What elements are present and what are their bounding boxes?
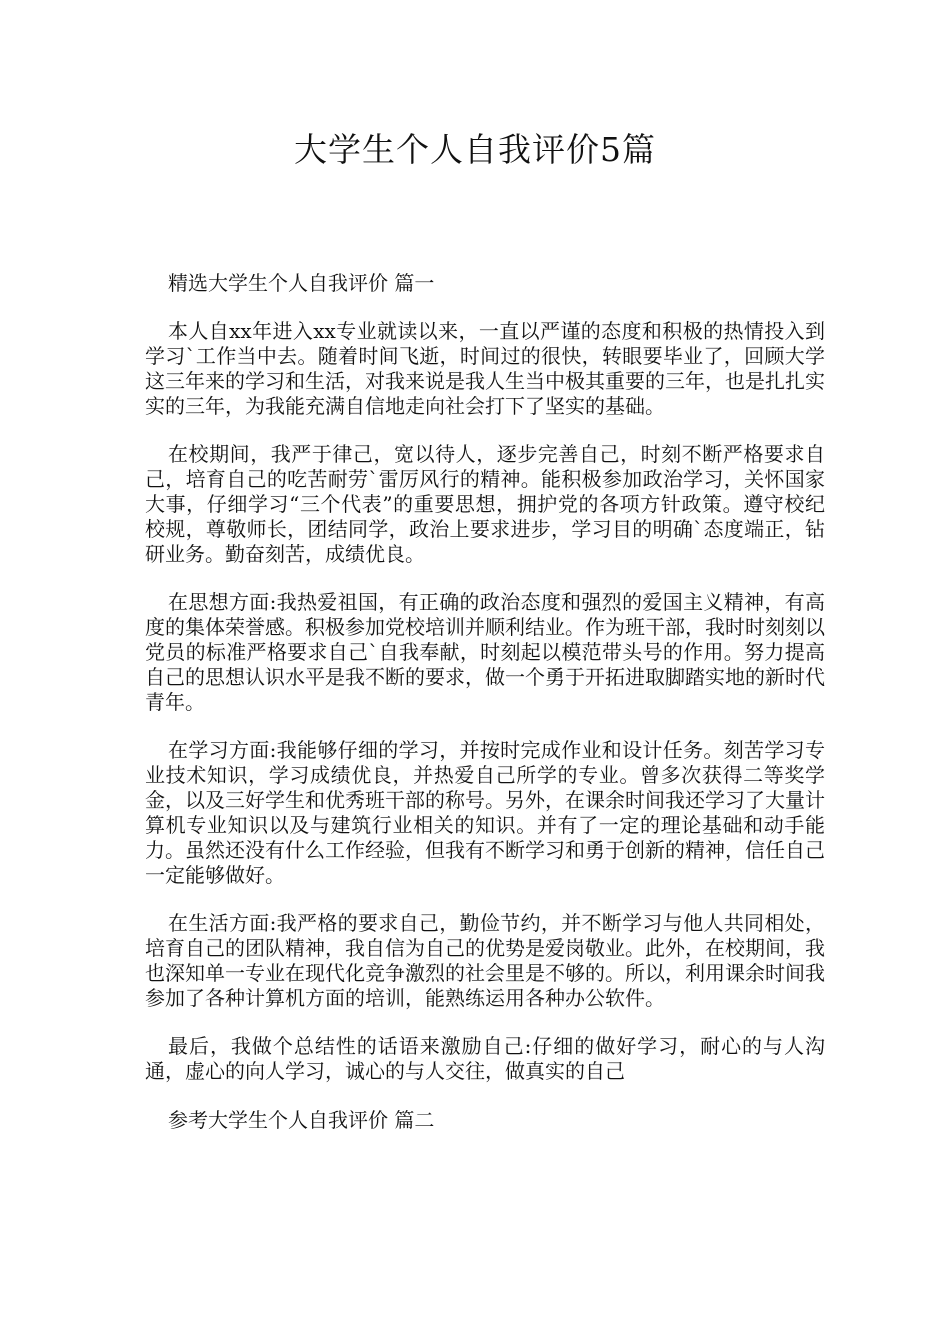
paragraph-6: 最后，我做个总结性的话语来激励自己:仔细的做好学习，耐心的与人沟通，虚心的向人学习，诚心的与人交往，做真实的自己 (145, 1034, 825, 1083)
paragraph-5: 在生活方面:我严格的要求自己，勤俭节约，并不断学习与他人共同相处，培育自己的团队精神，我自信为自己的优势是爱岗敬业。此外，在校期间，我也深知单一专业在现代化竞争激烈的社会里是不够的。所以，利用课余时间我参加了各种计算机方面的培训，能熟练运用各种办公软件。 (145, 911, 825, 1010)
section-heading-1: 精选大学生个人自我评价 篇一 (168, 271, 435, 295)
paragraph-1: 本人自xx年进入xx专业就读以来，一直以严谨的态度和积极的热情投入到学习`工作当中去。随着时间飞逝，时间过的很快，转眼要毕业了，回顾大学这三年来的学习和生活，对我来说是我人生当中极其重要的三年，也是扎扎实实的三年，为我能充满自信地走向社会打下了坚实的基础。 (145, 319, 825, 418)
document-title: 大学生个人自我评价5篇 (294, 130, 656, 169)
paragraph-4: 在学习方面:我能够仔细的学习，并按时完成作业和设计任务。刻苦学习专业技术知识，学习成绩优良，并热爱自己所学的专业。曾多次获得二等奖学金，以及三好学生和优秀班干部的称号。另外，在课余时间我还学习了大量计算机专业知识以及与建筑行业相关的知识。并有了一定的理论基础和动手能力。虽然还没有什么工作经验，但我有不断学习和勇于创新的精神，信任自己一定能够做好。 (145, 738, 825, 887)
document-body (145, 270, 825, 1156)
section-heading-2: 参考大学生个人自我评价 篇二 (168, 1108, 435, 1132)
paragraph-3: 在思想方面:我热爱祖国，有正确的政治态度和强烈的爱国主义精神，有高度的集体荣誉感。积极参加党校培训并顺利结业。作为班干部，我时时刻刻以党员的标准严格要求自己`自我奉献，时刻起以模范带头号的作用。努力提高自己的思想认识水平是我不断的要求，做一个勇于开拓进取脚踏实地的新时代青年。 (145, 590, 825, 714)
paragraph-2: 在校期间，我严于律己，宽以待人，逐步完善自己，时刻不断严格要求自己，培育自己的吃苦耐劳`雷厉风行的精神。能积极参加政治学习，关怀国家大事，仔细学习“三个代表”的重要思想，拥护党的各项方针政策。遵守校纪校规，尊敬师长，团结同学，政治上要求进步，学习目的明确`态度端正，钻研业务。勤奋刻苦，成绩优良。 (145, 442, 825, 566)
